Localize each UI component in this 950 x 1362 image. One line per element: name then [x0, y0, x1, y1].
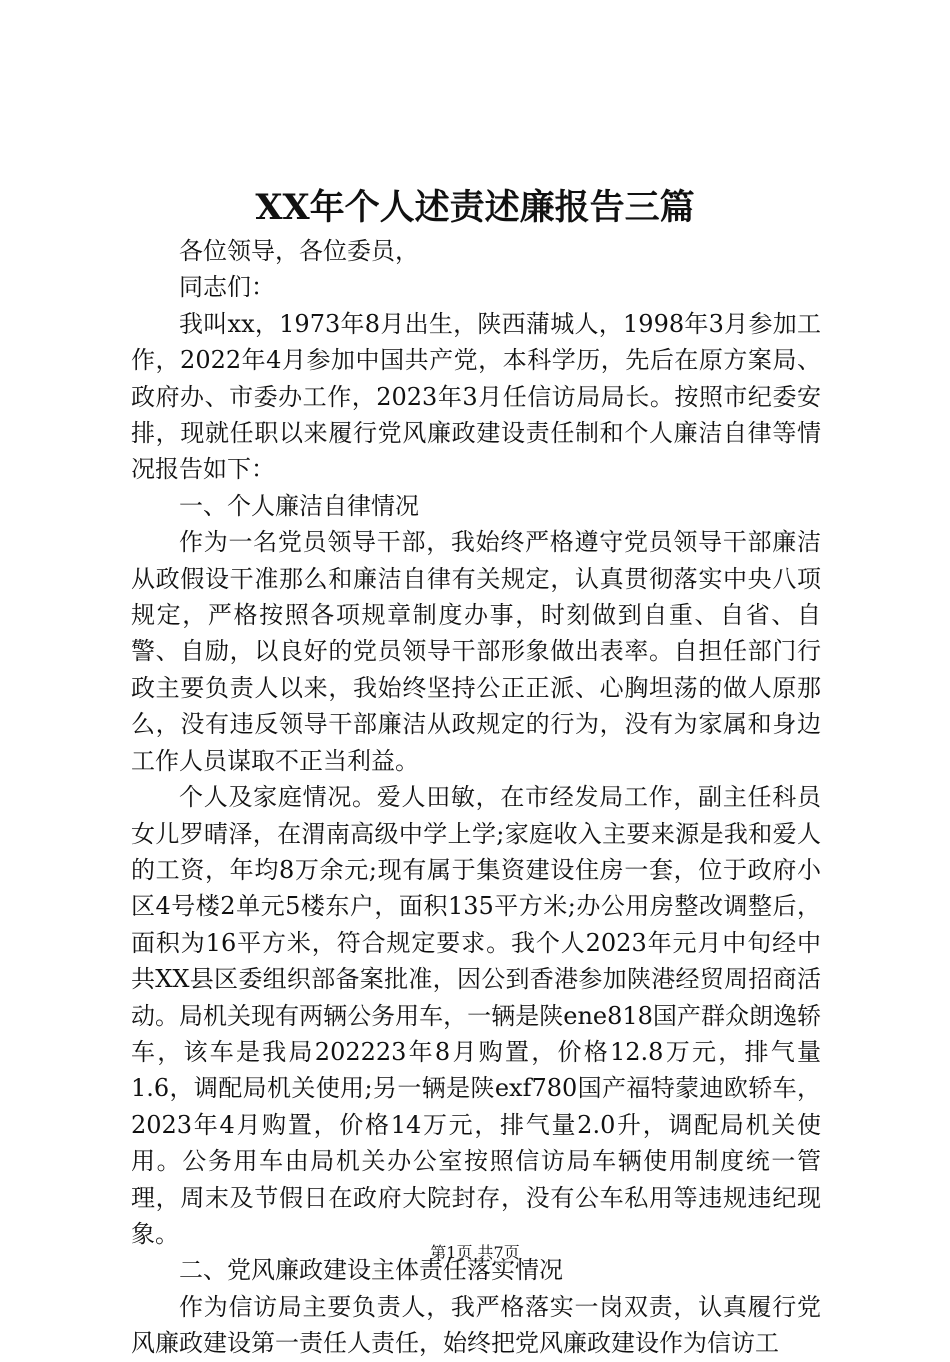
body-paragraph: 作为一名党员领导干部，我始终严格遵守党员领导干部廉洁从政假设干准那么和廉洁自律有关规定，认真贯彻落实中央八项规定，严格按照各项规章制度办事，时刻做到自重、自省、自警、自励，以良好的党员领导干部形象做出表率。自担任部门行政主要负责人以来，我始终坚持公正正派、心胸坦荡的做人原那么，没有违反领导干部廉洁从政规定的行为，没有为家属和身边工作人员谋取不正当利益。: [131, 528, 821, 775]
body-paragraph-responsibility: 作为信访局主要负责人，我严格落实一岗双责，认真履行党风廉政建设第一责任人责任，始终把党风廉政建设作为信访工: [131, 1292, 821, 1358]
document-title: XX年个人述责述廉报告三篇: [255, 187, 695, 228]
salutation-leaders: 各位领导，各位委员，: [179, 237, 419, 265]
section-heading-2: 二、党风廉政建设主体责任落实情况: [179, 1256, 563, 1285]
salutation-comrades: 同志们：: [179, 273, 275, 302]
page-number-footer: 第1页 共7页: [430, 1243, 520, 1262]
intro-paragraph: 我叫xx，1973年8月出生，陕西蒲城人，1998年3月参加工作，2022年4月参加中国共产党，本科学历，先后在原方案局、政府办、市委办工作，2023年3月任信访局局长。按照市纪委安排，现就任职以来履行党风廉政建设责任制和个人廉洁自律等情况报告如下：: [131, 309, 821, 484]
section-heading-1: 一、个人廉洁自律情况: [179, 491, 419, 520]
document-body: [131, 233, 821, 1362]
body-paragraph-family: 个人及家庭情况。爱人田敏，在市经发局工作，副主任科员女儿罗晴泽，在渭南高级中学上学;家庭收入主要来源是我和爱人的工资，年均8万余元;现有属于集资建设住房一套，位于政府小区4号楼2单元5楼东户，面积135平方米;办公用房整改调整后，面积为16平方米，符合规定要求。我个人2023年元月中旬经中共XX县区委组织部备案批准，因公到香港参加陕港经贸周招商活动。局机关现有两辆公务用车，一辆是陕ene818国产群众朗逸轿车，该车是我局202223年8月购置，价格12.8万元，排气量1.6，调配局机关使用;另一辆是陕exf780国产福特蒙迪欧轿车，2023年4月购置，价格14万元，排气量2.0升，调配局机关使用。公务用车由局机关办公室按照信访局车辆使用制度统一管理，周末及节假日在政府大院封存，没有公车私用等违规违纪现象。: [131, 783, 821, 1248]
